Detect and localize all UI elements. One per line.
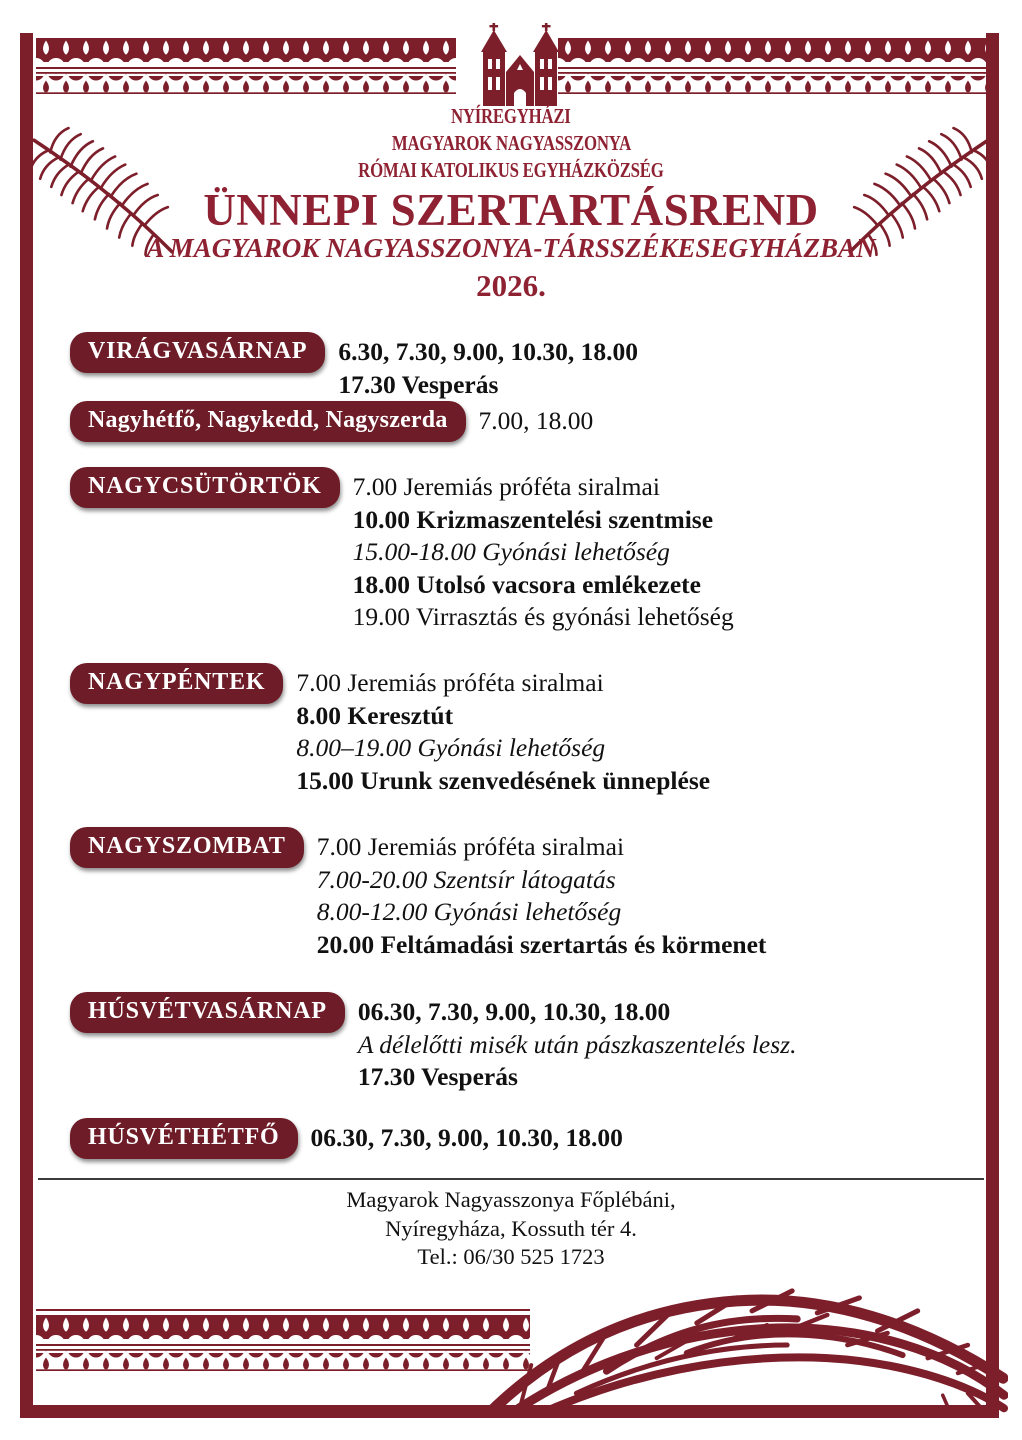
schedule-line: 6.30, 7.30, 9.00, 10.30, 18.00 <box>338 337 638 366</box>
year-label: 2026. <box>476 268 546 303</box>
section-label-badge: HÚSVÉTVASÁRNAP <box>70 992 345 1033</box>
organization-parish: MAGYAROK NAGYASSZONYA <box>391 131 631 155</box>
church-icon <box>472 22 568 106</box>
footer-phone: Tel.: 06/30 525 1723 <box>417 1244 605 1269</box>
schedule-line: 06.30, 7.30, 9.00, 10.30, 18.00 <box>310 1123 623 1152</box>
section-label-badge: NAGYSZOMBAT <box>70 827 304 868</box>
section-husvetvasarnap <box>70 992 796 1094</box>
section-schedule <box>317 827 767 961</box>
schedule-line: 7.00 Jeremiás próféta siralmai <box>352 472 660 501</box>
schedule-line: 20.00 Feltámadási szertartás és körmenet <box>316 929 767 959</box>
schedule-line: 7.00 Jeremiás próféta siralmai <box>316 832 625 861</box>
ornament-border-top-left <box>36 38 456 96</box>
schedule-line: 18.00 Utolsó vacsora emlékezete <box>352 569 701 599</box>
schedule-line: 8.00-12.00 Gyónási lehetőség <box>316 897 622 927</box>
section-schedule <box>479 401 594 438</box>
page-title: ÜNNEPI SZERTARTÁSREND <box>203 185 819 235</box>
section-viragvasarnap <box>70 332 638 401</box>
section-schedule <box>296 663 710 797</box>
section-label-badge: HÚSVÉTHÉTFŐ <box>70 1118 298 1159</box>
page-subtitle: A MAGYAROK NAGYASSZONYA-TÁRSSZÉKESEGYHÁZBAN <box>146 233 876 263</box>
section-nagypentek <box>70 663 710 797</box>
footer-divider <box>38 1178 984 1180</box>
section-schedule <box>311 1118 623 1155</box>
organization-name <box>0 104 1022 185</box>
schedule-line: 8.00–19.00 Gyónási lehetőség <box>296 733 606 763</box>
section-label-badge: NAGYPÉNTEK <box>70 663 283 704</box>
section-schedule <box>353 467 734 634</box>
schedule-line: 7.00-20.00 Szentsír látogatás <box>316 864 616 894</box>
section-label-badge: VIRÁGVASÁRNAP <box>70 332 325 373</box>
section-nagyhetfo-nagykedd-nagyszerda <box>70 401 593 442</box>
section-schedule <box>358 992 797 1094</box>
schedule-line: 19.00 Virrasztás és gyónási lehetőség <box>352 602 734 632</box>
schedule-line: 15.00-18.00 Gyónási lehetőség <box>352 537 670 567</box>
schedule-line: A délelőtti misék után pászkaszentelés lesz. <box>357 1029 797 1059</box>
schedule-line: 06.30, 7.30, 9.00, 10.30, 18.00 <box>357 997 671 1026</box>
organization-city: NYÍREGYHÁZI <box>451 104 571 128</box>
section-nagycsutortok <box>70 467 734 634</box>
schedule-line: 10.00 Krizmaszentelési szentmise <box>352 504 714 534</box>
schedule-line: 8.00 Keresztút <box>296 700 454 730</box>
section-schedule <box>338 332 638 401</box>
schedule-line: 7.00 Jeremiás próféta siralmai <box>296 668 604 697</box>
footer-parish-name: Magyarok Nagyasszonya Főplébáni, <box>346 1187 676 1212</box>
schedule-line: 7.00, 18.00 <box>478 406 594 435</box>
section-nagyszombat <box>70 827 766 961</box>
footer-street-address: Nyíregyháza, Kossuth tér 4. <box>385 1215 637 1241</box>
organization-denomination: RÓMAI KATOLIKUS EGYHÁZKÖZSÉG <box>358 158 664 182</box>
schedule-line: 15.00 Urunk szenvedésének ünneplése <box>296 765 711 795</box>
section-label-badge: Nagyhétfő, Nagykedd, Nagyszerda <box>70 401 466 442</box>
section-husvethetfo <box>70 1118 623 1159</box>
ornament-border-top-right <box>558 38 986 96</box>
schedule-line: 17.30 Vesperás <box>357 1062 518 1092</box>
ornament-border-bottom <box>36 1309 530 1367</box>
schedule-line: 17.30 Vesperás <box>338 369 499 399</box>
crown-of-thorns-icon <box>486 1252 1008 1416</box>
section-label-badge: NAGYCSÜTÖRTÖK <box>70 467 340 508</box>
